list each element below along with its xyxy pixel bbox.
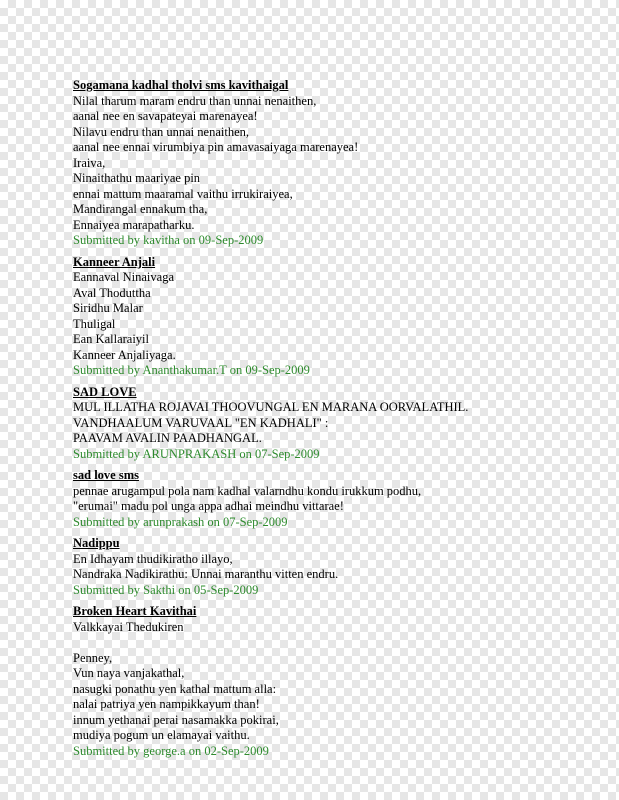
poem-line: Nandraka Nadikirathu: Unnai maranthu vitten endru. [73, 567, 339, 581]
poem-line: Ean Kallaraiyil [73, 332, 150, 346]
submitted-by-text: Submitted by ARUNPRAKASH on 07-Sep-2009 [73, 446, 320, 461]
poem-line: pennae arugampul pola nam kadhal valarndhu kondu irukkum podhu, [73, 483, 422, 498]
poem-line: Ennaiyea marapatharku. [73, 217, 195, 232]
poem-line: Penney, [73, 650, 113, 665]
poem-line [73, 635, 573, 651]
poem-line: Mandirangal ennakum tha, [73, 202, 208, 216]
poem-line: Kanneer Anjaliyaga. [73, 347, 176, 362]
poem-line: Thuligal [73, 316, 116, 331]
poem-line: Nilal tharum maram endru than unnai nenaithen, [73, 93, 317, 108]
poem-line: MUL ILLATHA ROJAVAI THOOVUNGAL EN MARANA OORVALATHIL. [73, 400, 469, 414]
submitted-by-text: Submitted by arunprakash on 07-Sep-2009 [73, 514, 288, 529]
poem-line: Aval Thoduttha [73, 285, 151, 300]
poem-line: aanal nee ennai virumbiya pin amavasaiyaga marenayea! [73, 140, 359, 154]
poem-line: nasugki ponathu yen kathal mattum alla: [73, 681, 277, 696]
poem-title[interactable]: SAD LOVE [73, 384, 137, 399]
poem-line: PAAVAM AVALIN PAADHANGAL. [73, 431, 262, 445]
poem-line: Eannaval Ninaivaga [73, 270, 174, 284]
poem-line: innum yethanai perai nasamakka pokirai, [73, 712, 279, 727]
poem-title[interactable]: Sogamana kadhal tholvi sms kavithaigal [73, 78, 289, 92]
poem-line: En Idhayam thudikiratho illayo, [73, 551, 233, 566]
poem-line: VANDHAALUM VARUVAAL "EN KADHALI" : [73, 415, 329, 430]
poem-line: Iraiva, [73, 155, 106, 170]
poem-line: Valkkayai Thedukiren [73, 619, 184, 634]
poem-line: Vun naya vanjakathal, [73, 666, 185, 680]
document-body [73, 78, 573, 765]
poem-line: Nilavu endru than unnai nenaithen, [73, 124, 249, 139]
poem-line: Siridhu Malar [73, 301, 143, 315]
poem-entry [73, 604, 573, 759]
poem-line: nalai patriya yen nampikkayum than! [73, 697, 260, 711]
poem-entry [73, 78, 573, 249]
poem-line: aanal nee en savapateyai marenayea! [73, 109, 258, 123]
poem-title[interactable]: Kanneer Anjali [73, 254, 156, 269]
submitted-by-text: Submitted by kavitha on 09-Sep-2009 [73, 233, 264, 247]
poem-line: Ninaithathu maariyae pin [73, 171, 201, 185]
poem-entry [73, 536, 573, 598]
poem-line: mudiya pogum un elamayai vaithu. [73, 728, 250, 742]
poem-entry [73, 468, 573, 530]
submitted-by-text: Submitted by Ananthakumar.T on 09-Sep-2009 [73, 363, 310, 377]
poem-line: "erumai" madu pol unga appa adhai meindhu vittarae! [73, 499, 344, 513]
submitted-by-text: Submitted by Sakthi on 05-Sep-2009 [73, 582, 259, 597]
poem-entry [73, 255, 573, 379]
poem-title[interactable]: Broken Heart Kavithai [73, 604, 197, 618]
submitted-by-text: Submitted by george.a on 02-Sep-2009 [73, 743, 269, 758]
poem-title[interactable]: sad love sms [73, 468, 139, 482]
poem-title[interactable]: Nadippu [73, 536, 120, 550]
poem-entry [73, 385, 573, 463]
poem-line: ennai mattum maaramal vaithu irrukiraiyea, [73, 186, 293, 201]
